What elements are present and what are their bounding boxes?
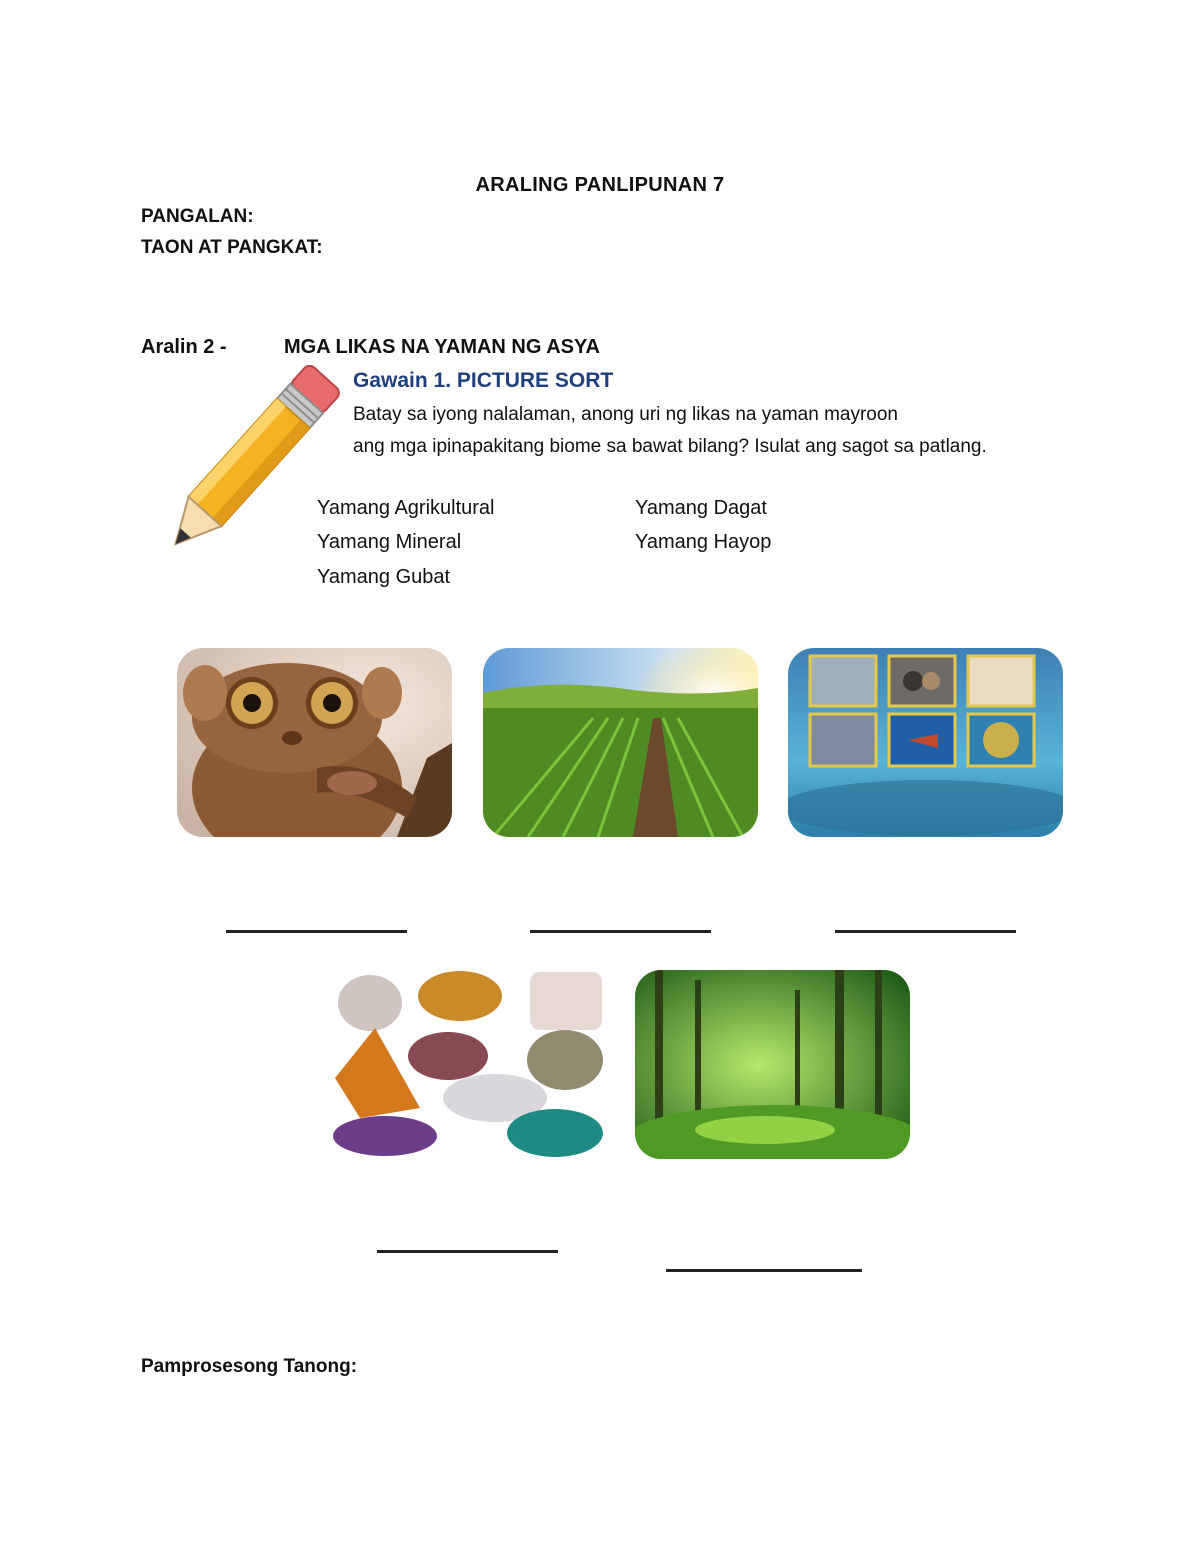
answer-blank-4[interactable] bbox=[377, 1250, 558, 1253]
name-label: PANGALAN: bbox=[141, 206, 254, 227]
activity-title: Gawain 1. PICTURE SORT bbox=[353, 369, 614, 392]
answer-blank-1[interactable] bbox=[226, 930, 407, 933]
sea-resources-photo bbox=[788, 648, 1063, 837]
instruction-line-2: ang mga ipinapakitang biome sa bawat bilang? Isulat ang sagot sa patlang. bbox=[353, 436, 987, 457]
lesson-number: Aralin 2 - bbox=[141, 336, 227, 358]
grade-section-label: TAON AT PANGKAT: bbox=[141, 237, 323, 258]
lesson-title: MGA LIKAS NA YAMAN NG ASYA bbox=[284, 336, 600, 358]
choice-sea: Yamang Dagat bbox=[635, 497, 767, 519]
instruction-line-1: Batay sa iyong nalalaman, anong uri ng likas na yaman mayroon bbox=[353, 404, 898, 425]
choice-mineral: Yamang Mineral bbox=[317, 531, 462, 553]
answer-blank-5[interactable] bbox=[666, 1269, 862, 1272]
choice-animal: Yamang Hayop bbox=[635, 531, 772, 553]
tarsier-photo bbox=[177, 648, 452, 837]
minerals-photo bbox=[330, 968, 608, 1160]
choice-forest: Yamang Gubat bbox=[317, 566, 451, 588]
processing-questions-label: Pamprosesong Tanong: bbox=[141, 1356, 358, 1377]
choice-agricultural: Yamang Agrikultural bbox=[317, 497, 495, 519]
cornfield-photo bbox=[483, 648, 758, 837]
answer-blank-2[interactable] bbox=[530, 930, 711, 933]
forest-photo bbox=[635, 970, 910, 1159]
answer-blank-3[interactable] bbox=[835, 930, 1016, 933]
subject-title: ARALING PANLIPUNAN 7 bbox=[475, 174, 725, 196]
